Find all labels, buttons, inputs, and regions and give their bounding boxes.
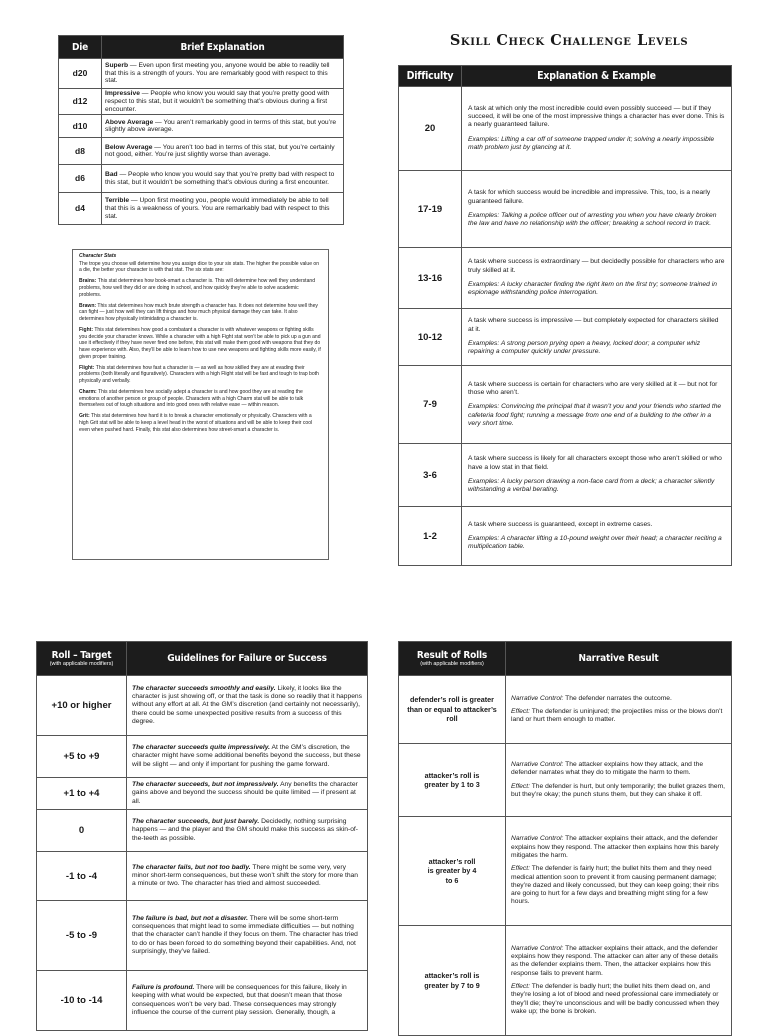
stat-entry [79,278,322,298]
narrative-effect-label: Effect: [511,782,530,790]
roll-range: 0 [37,810,127,852]
roll-row [37,778,368,810]
roll-text: Decidedly, nothing surprising happens — and the player and the GM should make this success as skin-of-the-teeth as possible. [132,818,359,842]
character-stats-intro: The trope you choose will determine how you assign dice to your six stats. The higher the possible value on a die, the better your character is with that stat. The six stats are: [79,260,320,274]
roll-lead: The character succeeds, but just barely. [132,818,260,826]
stat-entry [79,303,322,323]
narrative-result [506,676,732,744]
roll-row [37,736,368,778]
die-value: d10 [59,115,102,138]
die-explanation [102,138,344,165]
difficulty-value: 1-2 [399,507,462,566]
dice-row [59,59,344,89]
stat-name: Fight: [79,327,94,334]
narrative-control [511,761,726,778]
roll-text: Any benefits the character gains above and beyond the success should be quite limited — if present at all. [132,781,358,805]
result-of-rolls-table [398,641,732,1036]
dice-header-explanation: Brief Explanation [102,36,344,59]
roll-lead: Failure is profound. [132,983,195,991]
narrative-effect-text: The defender is uninjured; the projectiles miss or the blows don’t land or hurt them enough to matter. [511,707,723,724]
die-text: — Even upon first meeting you, anyone would be able to readily tell that this is a strength of yours. You are remarkably good with respect to this stat. [105,61,330,85]
narrative-result [506,744,732,817]
narrative-effect-text: The defender is fairly hurt; the bullet hits them and they need medical attention soon to prevent it from causing permanent damage; they’re dazed and likely concussed, but they can keep going; their ribs are going to hurt for a few days and breathing might sting for a few hours. [511,865,719,906]
die-text: — Upon first meeting you, people would immediately be able to tell that this is a weakness of yours. You are remarkably bad with respect to this stat. [105,197,330,220]
roll-row [37,971,368,1031]
die-term: Terrible [105,197,130,205]
narrative-effect [511,708,726,725]
narrative-effect [511,865,726,906]
narrative-control-label: Narrative Control: [511,835,564,843]
die-value: d6 [59,165,102,193]
narrative-effect-text: The defender is hurt, but only temporarily; the bullet grazes them, but they’re okay; the punch stuns them, but they can shake it off. [511,782,725,798]
result-header-subheader: (with applicable modifiers) [420,661,484,667]
difficulty-value: 7-9 [399,366,462,444]
skill-row [399,87,732,171]
narrative-control [511,695,726,703]
skill-check-table [398,65,732,566]
die-explanation [102,115,344,138]
difficulty-example: Examples: A strong person prying open a heavy, locked door; a computer whiz repairing a computer quickly under pressure. [468,340,701,356]
stat-name: Brawn: [79,302,97,309]
result-row [399,817,732,926]
dice-row [59,115,344,138]
skill-row [399,171,732,248]
roll-row [37,810,368,852]
roll-text: There will be some short-term consequences that might lead to some immediate difficulties — but nothing that the character can’t handle if they focus on them. The character has tried to do or has been forced to do something beyond their capabilities. And, not surprisingly, they’ve failed. [132,914,358,955]
die-text: — You aren’t too bad in terms of this stat, but you’re certainly not good, either. You’re just slightly worse than average. [105,143,335,159]
roll-guideline [127,778,368,810]
result-row [399,744,732,817]
result-condition: defender’s roll is greater than or equal to attacker’s roll [399,676,506,744]
narrative-control-text: The attacker explains their attack, and the defender explains how they respond. The attacker can alter any of these details as the defender explains them. Then, the attacker explains how this response fails to prevent harm. [511,944,718,977]
roll-guideline [127,901,368,971]
narrative-effect-text: The defender is badly hurt; the bullet hits them dead on, and they’re losing a lot of blood and need professional care immediately or they’ll die; they’re unconscious and will be badly concussed when they wake up; the bone is broken. [511,983,720,1015]
stat-name: Grit: [79,413,90,420]
skill-row [399,309,732,366]
roll-range: -1 to -4 [37,852,127,901]
roll-header-target [37,642,127,676]
dice-row [59,138,344,165]
roll-lead: The character succeeds quite impressively. [132,744,271,752]
roll-range: -10 to -14 [37,971,127,1031]
result-condition: attacker’s roll is greater by 4 to 6 [399,817,506,926]
result-header-result-label: Result of Rolls [416,650,488,661]
roll-row [37,676,368,736]
character-stats-title: Character Stats [79,253,117,259]
difficulty-explanation [462,507,732,566]
roll-lead: The character succeeds smoothly and easily. [132,684,276,692]
stat-entry [79,327,322,360]
difficulty-text: A task where success is likely for all characters except those who aren’t skilled or who have a low stat in that field. [468,455,722,471]
stat-text: This stat determines how book-smart a character is. This will determine how well they understand problems, how well they did or are doing in school, and how quickly they’re able to solve academic problems. [79,278,315,298]
roll-text: Likely, it looks like the character is just showing off, or that the task is done so readily that it happens without any effort at all. At the GM’s discretion (and certainly not necessarily), there could be some unexpected positive results from a success of this degree. [132,684,362,725]
die-term: Bad [105,171,118,179]
narrative-result [506,817,732,926]
roll-text: There will be consequences for this failure, likely in keeping with what would be expected, but that doesn’t mean that those consequences won’t be very bad. These consequences may strongly influence the course of the current play session. Generally, though, a [132,983,347,1016]
difficulty-explanation [462,444,732,507]
die-text: — You aren’t remarkably good in terms of this stat, but you’re slightly above average. [105,118,337,134]
roll-header-guidelines: Guidelines for Failure or Success [127,642,368,676]
narrative-effect-label: Effect: [511,865,530,873]
difficulty-value: 10-12 [399,309,462,366]
difficulty-example: Examples: Talking a police officer out of arresting you when you have clearly broken the law and have no relationship with the officer; breaking a school record in track. [468,212,717,228]
narrative-control-text: The attacker explains how they attack, and the defender narrates what they do to mitigate the harm to them. [511,760,704,777]
difficulty-value: 3-6 [399,444,462,507]
difficulty-explanation [462,87,732,171]
result-row [399,926,732,1036]
stat-name: Flight: [79,364,95,371]
difficulty-text: A task where success is extraordinary — but decidedly possible for characters who are truly skilled at it. [468,258,725,274]
roll-range: +5 to +9 [37,736,127,778]
character-stats-box [72,249,329,560]
die-term: Above Average [105,118,154,126]
die-value: d12 [59,89,102,115]
stat-name: Brains: [79,278,97,285]
roll-range: +10 or higher [37,676,127,736]
skill-row [399,507,732,566]
roll-target-table [36,641,368,1031]
roll-range: -5 to -9 [37,901,127,971]
roll-guideline [127,736,368,778]
difficulty-text: A task where success is certain for characters who are very skilled at it — but not for those who aren’t. [468,380,718,397]
difficulty-example: Examples: Lifting a car off of someone trapped under it; solving a nearly impossible math problem just by glancing at it. [468,135,715,151]
roll-lead: The character fails, but not too badly. [132,863,251,871]
roll-guideline [127,676,368,736]
roll-guideline [127,852,368,901]
stat-entry [79,365,322,385]
die-value: d20 [59,59,102,89]
result-condition: attacker’s roll is greater by 1 to 3 [399,744,506,817]
die-value: d4 [59,193,102,225]
roll-lead: The character succeeds, but not impressively. [132,781,279,789]
dice-row [59,165,344,193]
skill-row [399,366,732,444]
die-explanation [102,193,344,225]
stat-entry [79,389,322,409]
narrative-control [511,945,726,978]
difficulty-explanation [462,171,732,248]
die-value: d8 [59,138,102,165]
stat-text: This stat determines how much brute strength a character has. It does not determine how well they can fight — just how well they can lift things and how much physical damage they can take. It also determines how physically intimidating a character is. [79,302,318,323]
dice-table [58,35,344,225]
difficulty-text: A task at which only the most incredible could even possibly succeed — but if they succeed, it will be one of the most impressive things a character has ever done. This is a nearly guaranteed failure. [468,104,725,129]
roll-row [37,901,368,971]
difficulty-explanation [462,248,732,309]
narrative-effect [511,983,726,1016]
narrative-effect [511,783,726,800]
difficulty-example: Examples: A character lifting a 10-pound weight over their head; a character reciting a multiplication table. [468,534,722,551]
difficulty-example: Examples: A lucky character finding the right item on the first try; someone trained in espionage withstanding police interrogation. [468,281,717,297]
difficulty-explanation [462,366,732,444]
difficulty-value: 13-16 [399,248,462,309]
die-text: — People who know you would say that you’re pretty good with respect to this stat, but it wouldn’t be something that’s obvious during a first encounter. [105,90,330,113]
skill-check-title: Skill Check Challenge Levels [449,32,689,49]
stat-text: This stat determines how socially adept a character is and how good they are at reading the emotions of another person or group of people. Characters with a high Charm stat will be able to talk themselves out of tough situations and into good ones with relative ease — within reason. [79,389,304,409]
die-term: Superb [105,61,129,69]
stat-entry [79,413,322,433]
die-explanation [102,165,344,193]
difficulty-text: A task for which success would be incredible and impressive. This, too, is a nearly guaranteed failure. [468,189,711,205]
narrative-control-label: Narrative Control: [511,694,564,702]
roll-text: At the GM’s discretion, the character might have some additional benefits beyond the success, but these will be slight — and only if important for pushing the game forward. [132,744,361,768]
roll-lead: The failure is bad, but not a disaster. [132,914,248,922]
die-text: — People who know you would say that you’re pretty bad with respect to this stat, but it wouldn’t be something that’s obvious during a first encounter. [105,171,335,186]
narrative-control [511,835,726,860]
roll-row [37,852,368,901]
result-row [399,676,732,744]
die-explanation [102,59,344,89]
die-explanation [102,89,344,115]
dice-row [59,89,344,115]
difficulty-value: 20 [399,87,462,171]
roll-range: +1 to +4 [37,778,127,810]
narrative-control-text: The attacker explains their attack, and the defender explains how they respond. The attacker then explains how this barely mitigates the harm. [511,835,719,859]
skill-row [399,444,732,507]
difficulty-example: Examples: Convincing the principal that it wasn’t you and your friends who started the cafeteria food fight; running a message from one end of a building to the other in a very short time. [468,403,722,427]
stat-text: This stat determines how hard it is to break a character emotionally or physically. Characters with a high Grit stat will be able to keep a level head in the worst of situations and will be able to keep their cool even when pushed hard. Finally, this stat also determines how street-smart a character is. [79,413,313,433]
dice-header-die: Die [59,36,102,59]
roll-header-subheader: (with applicable modifiers) [49,661,114,667]
roll-header-target-label: Roll – Target [51,650,112,661]
difficulty-text: A task where success is guaranteed, except in extreme cases. [468,520,653,528]
narrative-result [506,926,732,1036]
difficulty-text: A task where success is impressive — but completely expected for characters skilled at it. [468,317,719,333]
roll-text: There might be some very, very minor short-term consequences, but these won’t shift the story for more than a minute or two. The character has tried and almost succeeded. [132,863,358,888]
narrative-control-label: Narrative Control: [511,760,564,768]
difficulty-value: 17-19 [399,171,462,248]
skill-row [399,248,732,309]
die-term: Impressive [105,90,140,97]
narrative-effect-label: Effect: [511,707,530,715]
dice-row [59,193,344,225]
stat-text: This stat determines how good a combatant a character is with whatever weapons or fighting skills you decide your character knows. While a character with a high Fight stat won’t be able to pick up a gun and use it effectively if they have never fired one before, this stat will make them good with weapons that they do have experience with. Also, they’ll be able to learn how to use new weapons and fighting skills more easily, if given proper training. [79,327,321,360]
roll-guideline [127,971,368,1031]
stat-text: This stat determines how fast a character is — as well as how skilled they are at evading their problems (both literally and figuratively). Characters with a high Flight stat will be fast and tough to trap both physically and verbally. [79,364,319,385]
die-term: Below Average [105,143,153,151]
narrative-control-label: Narrative Control: [511,944,564,952]
narrative-control-text: The defender narrates the outcome. [563,694,672,702]
result-header-result [399,642,506,676]
result-header-narrative: Narrative Result [506,642,732,676]
roll-guideline [127,810,368,852]
skill-header-difficulty: Difficulty [399,66,462,87]
difficulty-example: Examples: A lucky person drawing a non-face card from a deck; a character silently withstanding a verbal berating. [468,478,715,494]
skill-header-explanation: Explanation & Example [462,66,732,87]
result-condition: attacker’s roll is greater by 7 to 9 [399,926,506,1036]
difficulty-explanation [462,309,732,366]
stat-name: Charm: [79,389,97,396]
narrative-effect-label: Effect: [511,983,530,990]
